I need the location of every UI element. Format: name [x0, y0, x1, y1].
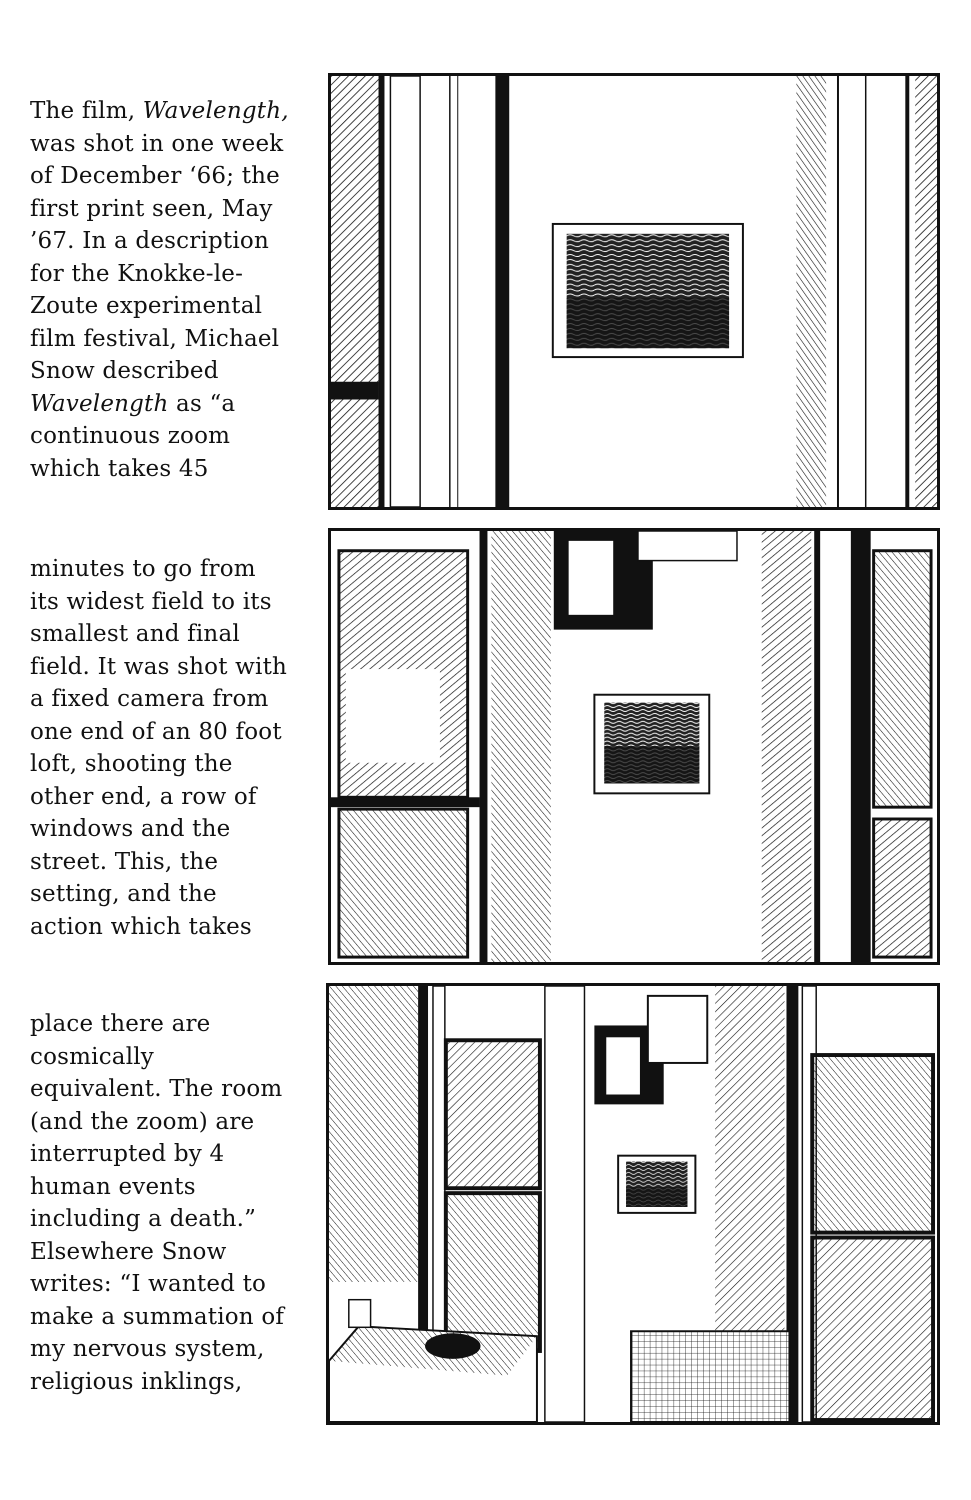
- caption-line: [30, 846, 330, 879]
- caption-line: [30, 911, 330, 944]
- caption-text: setting, and the: [30, 881, 217, 907]
- caption-line: [30, 878, 330, 911]
- caption-text: interrupted by 4: [30, 1141, 225, 1167]
- caption-line: [30, 1333, 330, 1366]
- caption-line: [30, 258, 330, 291]
- caption-line: [30, 1106, 330, 1139]
- caption-line: [30, 748, 330, 781]
- caption-line: [30, 225, 330, 258]
- caption-block-3: [30, 1008, 330, 1398]
- caption-text: one end of an 80 foot: [30, 718, 282, 745]
- caption-line: [30, 651, 330, 684]
- caption-line: [30, 716, 330, 749]
- caption-line: [30, 323, 330, 356]
- caption-line: [30, 420, 330, 453]
- caption-text: Zoute experimental: [30, 293, 263, 319]
- comic-panel-1: [328, 73, 940, 510]
- caption-text: minutes to go from: [30, 556, 256, 582]
- panel-2-illustration: [331, 531, 937, 962]
- caption-text: Elsewhere Snow: [30, 1238, 227, 1265]
- italic-title-text: Wavelength,: [142, 98, 289, 124]
- caption-text: continuous zoom: [30, 423, 231, 449]
- caption-text: other end, a row of: [30, 783, 257, 810]
- caption-line: [30, 683, 330, 716]
- caption-line: [30, 453, 330, 486]
- caption-text: windows and the: [30, 816, 231, 842]
- caption-text: The film,: [30, 98, 143, 124]
- caption-text: make a summation of: [30, 1303, 285, 1330]
- caption-text: religious inklings,: [30, 1368, 243, 1395]
- caption-line: [30, 355, 330, 388]
- caption-line: [30, 95, 330, 128]
- caption-line: [30, 1041, 330, 1074]
- caption-text: Snow described: [30, 358, 219, 384]
- panel-3-illustration: [329, 986, 937, 1422]
- caption-line: [30, 193, 330, 226]
- caption-line: [30, 1366, 330, 1399]
- caption-text: ’67. In a description: [30, 228, 269, 254]
- caption-line: [30, 553, 330, 586]
- caption-line: [30, 813, 330, 846]
- caption-line: [30, 1203, 330, 1236]
- panel-1-illustration: [331, 76, 937, 507]
- caption-text: (and the zoom) are: [30, 1108, 255, 1135]
- italic-title-text: Wavelength: [30, 390, 169, 417]
- comic-panel-3: [326, 983, 940, 1425]
- caption-text: loft, shooting the: [30, 751, 233, 777]
- caption-line: [30, 618, 330, 651]
- caption-text: film festival, Michael: [30, 325, 280, 352]
- caption-block-2: [30, 553, 330, 943]
- caption-text: which takes 45: [30, 455, 209, 482]
- caption-text: my nervous system,: [30, 1336, 265, 1362]
- caption-line: [30, 1138, 330, 1171]
- caption-line: [30, 781, 330, 814]
- caption-text: as “a: [168, 390, 236, 417]
- caption-line: [30, 1073, 330, 1106]
- caption-text: action which takes: [30, 913, 252, 940]
- caption-text: place there are: [30, 1011, 211, 1037]
- caption-text: its widest field to its: [30, 588, 272, 615]
- caption-text: field. It was shot with: [30, 653, 288, 680]
- caption-text: including a death.”: [30, 1206, 257, 1232]
- caption-line: [30, 128, 330, 161]
- caption-line: [30, 1236, 330, 1269]
- caption-text: for the Knokke-le-: [30, 260, 244, 287]
- caption-block-1: [30, 95, 330, 485]
- caption-text: a fixed camera from: [30, 686, 269, 712]
- caption-text: street. This, the: [30, 848, 219, 875]
- caption-text: was shot in one week: [30, 130, 284, 157]
- caption-text: first print seen, May: [30, 195, 273, 222]
- caption-text: smallest and final: [30, 621, 240, 647]
- caption-line: [30, 1008, 330, 1041]
- caption-text: writes: “I wanted to: [30, 1271, 267, 1297]
- caption-line: [30, 388, 330, 421]
- caption-line: [30, 160, 330, 193]
- caption-line: [30, 290, 330, 323]
- comic-panel-2: [328, 528, 940, 965]
- caption-text: cosmically: [30, 1043, 154, 1070]
- caption-line: [30, 586, 330, 619]
- caption-line: [30, 1171, 330, 1204]
- caption-line: [30, 1268, 330, 1301]
- caption-text: human events: [30, 1173, 196, 1200]
- caption-line: [30, 1301, 330, 1334]
- caption-text: equivalent. The room: [30, 1076, 283, 1102]
- caption-text: of December ‘66; the: [30, 163, 280, 189]
